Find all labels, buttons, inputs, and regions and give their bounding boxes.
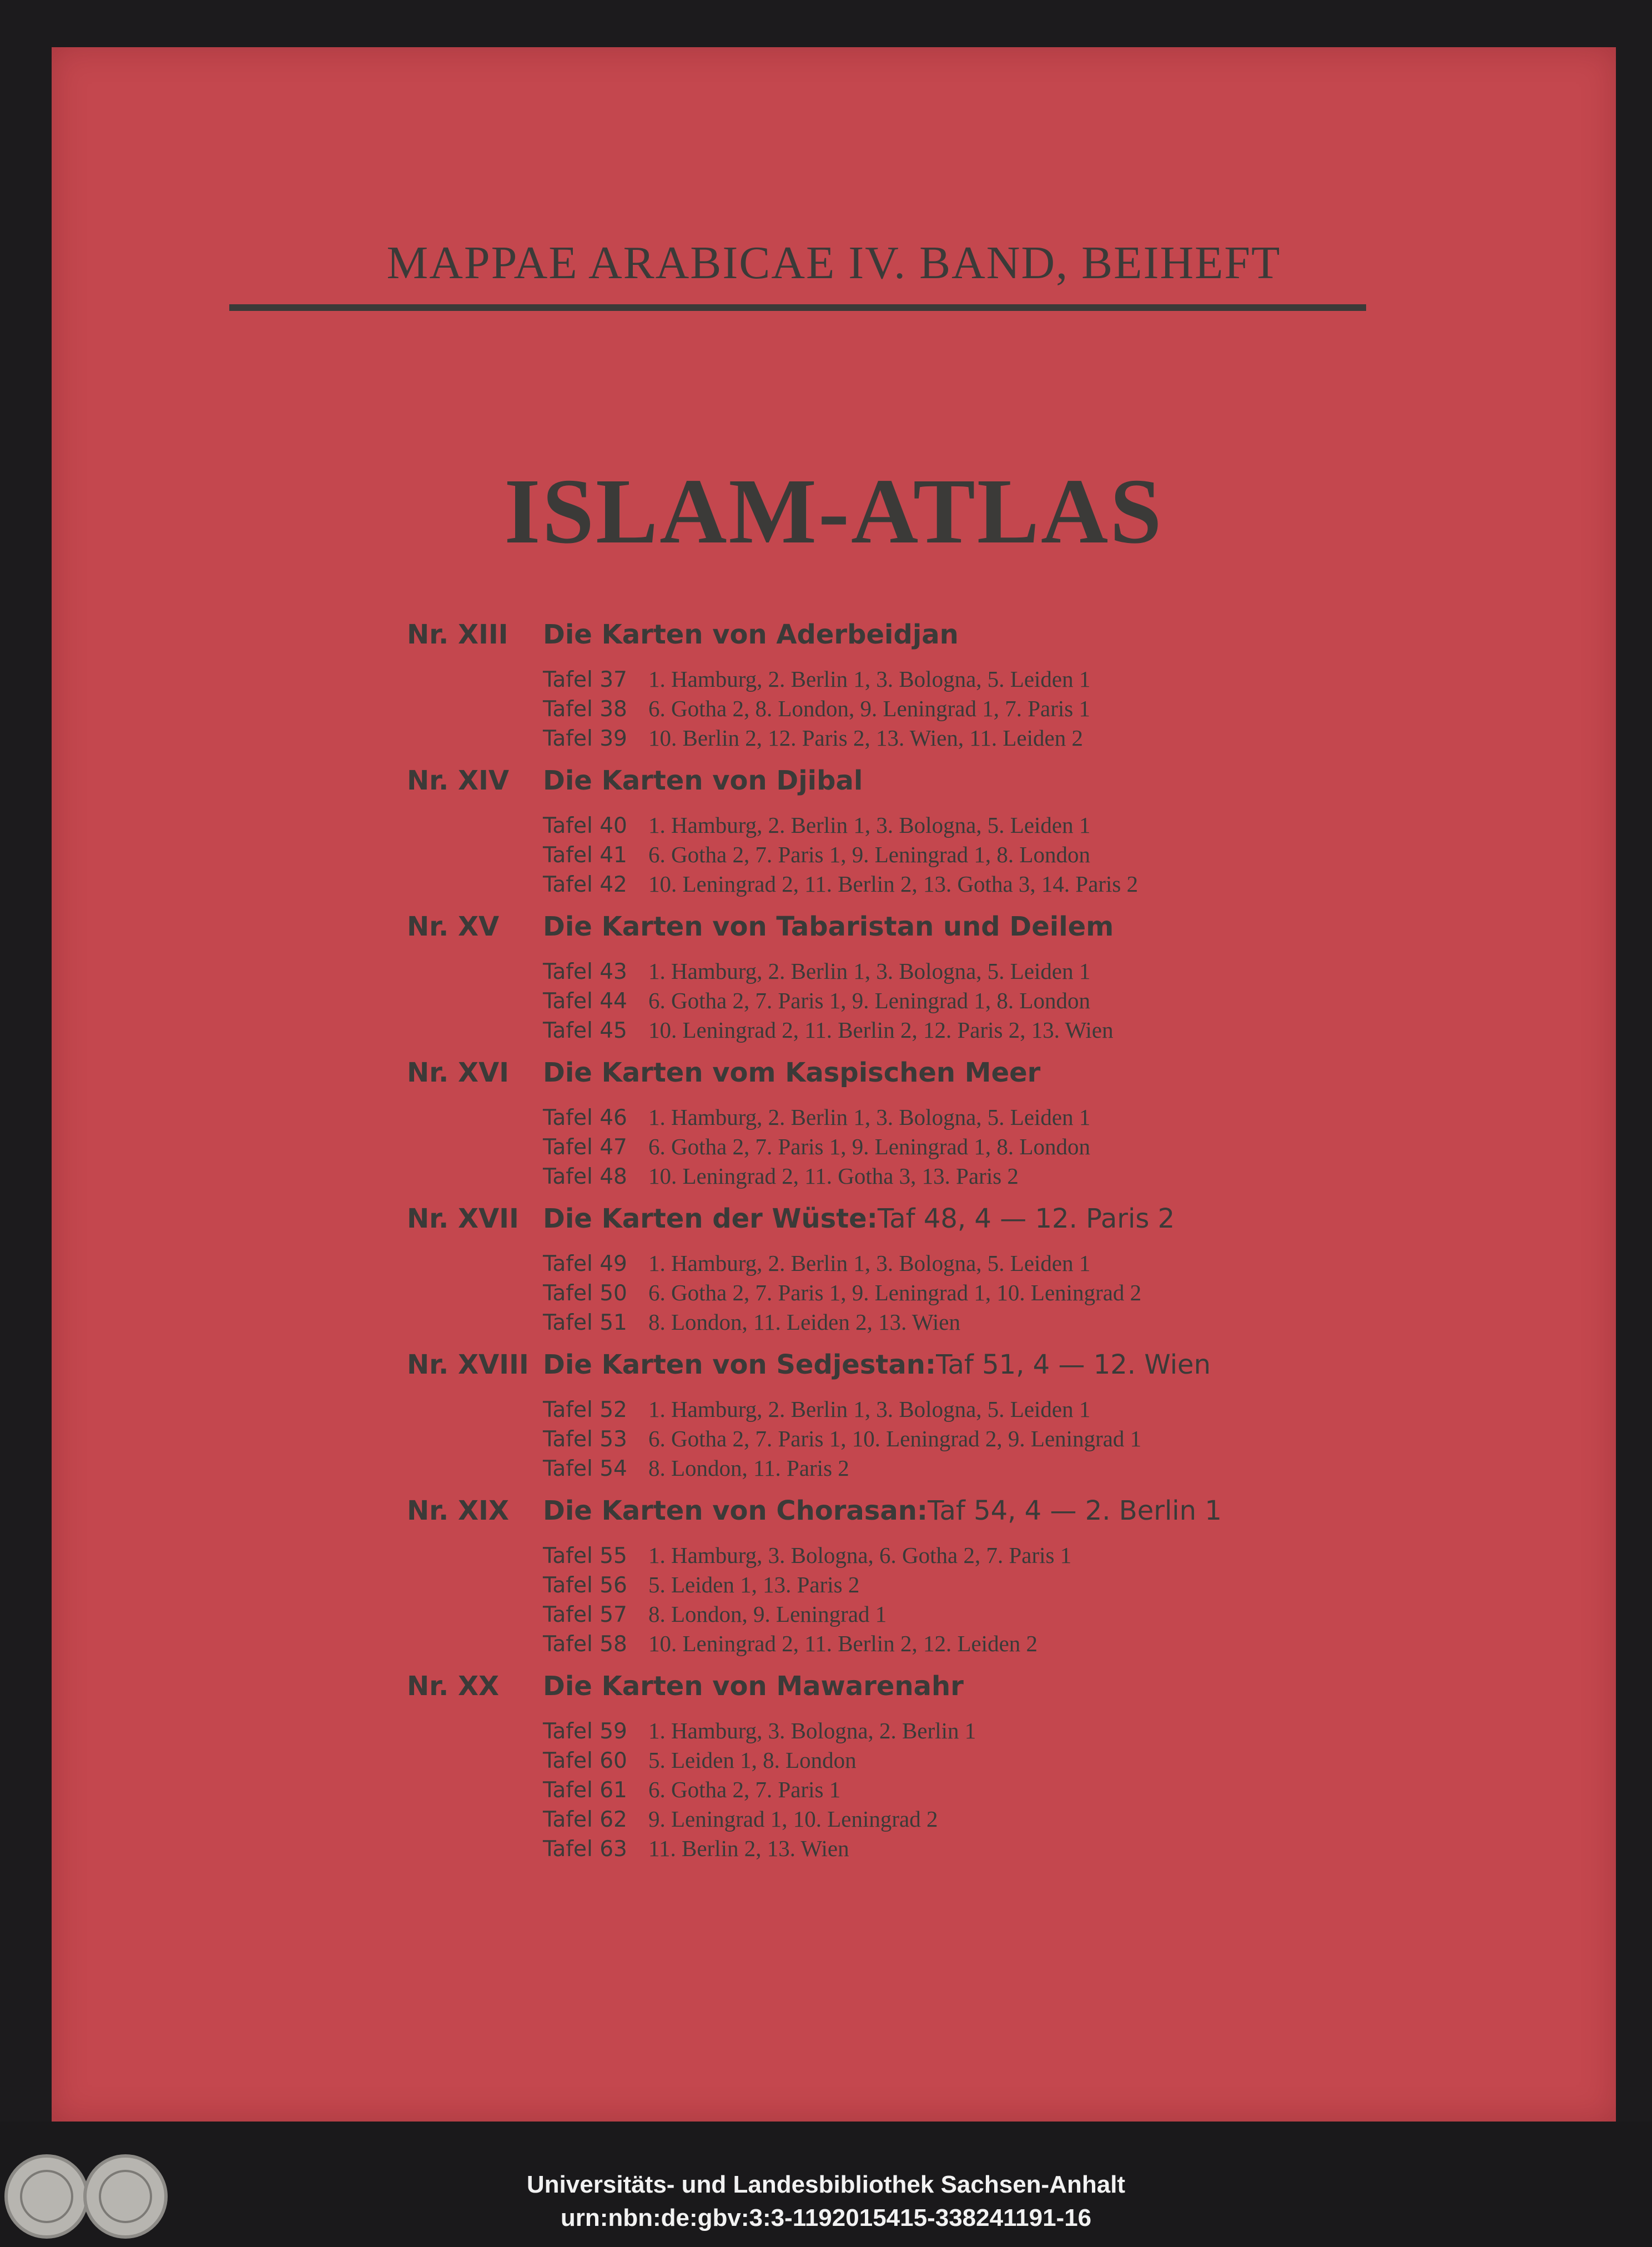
section-heading-row — [407, 1203, 1517, 1250]
plate-row — [543, 841, 1517, 871]
section-heading-row — [407, 1495, 1517, 1542]
atlas-section — [407, 1057, 1517, 1192]
section-heading-row — [407, 911, 1517, 958]
plate-row — [543, 725, 1517, 754]
plate-contents: 1. Hamburg, 2. Berlin 1, 3. Bologna, 5. Leiden 1 — [648, 1396, 1091, 1422]
plate-row — [543, 987, 1517, 1017]
atlas-section — [407, 1671, 1517, 1864]
book-cover — [52, 47, 1616, 2122]
plate-row — [543, 812, 1517, 841]
plate-contents: 6. Gotha 2, 8. London, 9. Leningrad 1, 7. Paris 1 — [648, 696, 1090, 721]
section-heading: Die Karten von Sedjestan: — [543, 1349, 936, 1380]
plate-row — [543, 1717, 1517, 1747]
plate-label: Tafel 39 — [543, 726, 627, 751]
plate-row — [543, 1806, 1517, 1835]
section-heading-row — [407, 765, 1517, 812]
section-number: Nr. XVII — [407, 1203, 519, 1234]
plate-contents: 6. Gotha 2, 7. Paris 1, 9. Leningrad 1, 8. London — [648, 842, 1090, 867]
section-number: Nr. XIX — [407, 1495, 509, 1526]
plate-label: Tafel 47 — [543, 1135, 627, 1160]
plate-row — [543, 871, 1517, 900]
footer-institution: Universitäts- und Landesbibliothek Sachsen-Anhalt — [526, 2171, 1126, 2198]
plate-row — [543, 1250, 1517, 1279]
plate-contents: 11. Berlin 2, 13. Wien — [648, 1836, 849, 1861]
plate-row — [543, 1776, 1517, 1806]
plate-label: Tafel 43 — [543, 959, 627, 984]
section-heading-row — [407, 1671, 1517, 1717]
section-number: Nr. XVI — [407, 1057, 509, 1088]
section-note: Taf 48, 4 — 12. Paris 2 — [877, 1203, 1175, 1234]
plate-label: Tafel 50 — [543, 1281, 627, 1306]
plate-label: Tafel 55 — [543, 1544, 627, 1569]
plate-contents: 10. Leningrad 2, 11. Berlin 2, 12. Leiden 2 — [648, 1631, 1038, 1656]
plate-label: Tafel 37 — [543, 667, 627, 692]
main-title: ISLAM-ATLAS — [504, 460, 1164, 563]
section-note: Taf 51, 4 — 12. Wien — [936, 1349, 1211, 1380]
plate-contents: 8. London, 11. Leiden 2, 13. Wien — [648, 1309, 961, 1335]
plate-row — [543, 695, 1517, 725]
section-heading-row — [407, 1057, 1517, 1104]
footer-urn: urn:nbn:de:gbv:3:3-1192015415-338241191-16 — [560, 2204, 1092, 2231]
footer-credit — [0, 2168, 1652, 2235]
plate-row — [543, 1396, 1517, 1425]
title-divider — [229, 304, 1366, 311]
series-title: MAPPAE ARABICAE IV. BAND, BEIHEFT — [386, 237, 1281, 289]
plate-row — [543, 958, 1517, 987]
section-heading: Die Karten von Mawarenahr — [543, 1671, 964, 1702]
section-heading: Die Karten von Djibal — [543, 765, 863, 796]
plate-label: Tafel 45 — [543, 1018, 627, 1043]
atlas-section — [407, 765, 1517, 900]
atlas-section — [407, 619, 1517, 754]
plate-row — [543, 1279, 1517, 1309]
plate-label: Tafel 48 — [543, 1164, 627, 1189]
plate-contents: 1. Hamburg, 2. Berlin 1, 3. Bologna, 5. Leiden 1 — [648, 1104, 1091, 1130]
plate-row — [543, 1133, 1517, 1163]
section-heading-row — [407, 1349, 1517, 1396]
plate-row — [543, 1455, 1517, 1484]
plate-contents: 1. Hamburg, 2. Berlin 1, 3. Bologna, 5. Leiden 1 — [648, 812, 1091, 838]
plate-label: Tafel 61 — [543, 1778, 627, 1803]
section-heading: Die Karten der Wüste: — [543, 1203, 878, 1234]
plate-contents: 1. Hamburg, 2. Berlin 1, 3. Bologna, 5. Leiden 1 — [648, 1250, 1091, 1276]
section-heading: Die Karten von Chorasan: — [543, 1495, 928, 1526]
plate-label: Tafel 62 — [543, 1807, 627, 1832]
plate-row — [543, 1747, 1517, 1776]
plate-row — [543, 1309, 1517, 1338]
plate-contents: 8. London, 11. Paris 2 — [648, 1455, 849, 1481]
plate-contents: 10. Leningrad 2, 11. Berlin 2, 13. Gotha 3, 14. Paris 2 — [648, 871, 1139, 897]
section-number: Nr. XVIII — [407, 1349, 529, 1380]
plate-label: Tafel 46 — [543, 1105, 627, 1130]
section-heading: Die Karten vom Kaspischen Meer — [543, 1057, 1041, 1088]
plate-contents: 5. Leiden 1, 13. Paris 2 — [648, 1572, 860, 1597]
contents-list — [407, 619, 1517, 1876]
plate-label: Tafel 40 — [543, 813, 627, 838]
section-number: Nr. XIV — [407, 765, 509, 796]
plate-contents: 6. Gotha 2, 7. Paris 1, 9. Leningrad 1, 8. London — [648, 988, 1090, 1013]
section-heading: Die Karten von Aderbeidjan — [543, 619, 959, 650]
plate-contents: 1. Hamburg, 2. Berlin 1, 3. Bologna, 5. Leiden 1 — [648, 958, 1091, 984]
section-heading: Die Karten von Tabaristan und Deilem — [543, 911, 1114, 942]
plate-row — [543, 1104, 1517, 1133]
plate-label: Tafel 44 — [543, 989, 627, 1014]
atlas-section — [407, 1349, 1517, 1484]
plate-row — [543, 1163, 1517, 1192]
atlas-section — [407, 1495, 1517, 1660]
plate-contents: 1. Hamburg, 3. Bologna, 2. Berlin 1 — [648, 1718, 976, 1743]
atlas-section — [407, 911, 1517, 1046]
plate-label: Tafel 38 — [543, 697, 627, 722]
plate-label: Tafel 52 — [543, 1398, 627, 1422]
plate-contents: 1. Hamburg, 2. Berlin 1, 3. Bologna, 5. Leiden 1 — [648, 666, 1091, 692]
plate-label: Tafel 57 — [543, 1602, 627, 1627]
plate-row — [543, 1425, 1517, 1455]
plate-label: Tafel 41 — [543, 843, 627, 868]
plate-label: Tafel 54 — [543, 1456, 627, 1481]
plate-label: Tafel 63 — [543, 1837, 627, 1862]
plate-contents: 10. Berlin 2, 12. Paris 2, 13. Wien, 11. Leiden 2 — [648, 725, 1083, 751]
plate-row — [543, 1017, 1517, 1046]
plate-label: Tafel 58 — [543, 1632, 627, 1657]
section-number: Nr. XX — [407, 1671, 499, 1702]
section-number: Nr. XIII — [407, 619, 508, 650]
plate-contents: 9. Leningrad 1, 10. Leningrad 2 — [648, 1806, 938, 1832]
plate-contents: 6. Gotha 2, 7. Paris 1, 9. Leningrad 1, 10. Leningrad 2 — [648, 1280, 1142, 1305]
plate-contents: 10. Leningrad 2, 11. Gotha 3, 13. Paris 2 — [648, 1163, 1019, 1189]
plate-contents: 6. Gotha 2, 7. Paris 1, 9. Leningrad 1, 8. London — [648, 1134, 1090, 1159]
plate-row — [543, 1601, 1517, 1630]
section-number: Nr. XV — [407, 911, 500, 942]
plate-label: Tafel 51 — [543, 1310, 627, 1335]
plate-label: Tafel 49 — [543, 1251, 627, 1276]
plate-row — [543, 666, 1517, 695]
atlas-section — [407, 1203, 1517, 1338]
plate-label: Tafel 56 — [543, 1573, 627, 1598]
plate-label: Tafel 60 — [543, 1748, 627, 1773]
plate-row — [543, 1571, 1517, 1601]
plate-label: Tafel 59 — [543, 1719, 627, 1744]
plate-contents: 6. Gotha 2, 7. Paris 1 — [648, 1777, 841, 1802]
plate-label: Tafel 53 — [543, 1427, 627, 1452]
section-heading-row — [407, 619, 1517, 666]
plate-row — [543, 1630, 1517, 1660]
plate-label: Tafel 42 — [543, 872, 627, 897]
plate-contents: 6. Gotha 2, 7. Paris 1, 10. Leningrad 2, 9. Leningrad 1 — [648, 1426, 1142, 1451]
plate-contents: 1. Hamburg, 3. Bologna, 6. Gotha 2, 7. Paris 1 — [648, 1542, 1072, 1568]
plate-row — [543, 1835, 1517, 1864]
section-note: Taf 54, 4 — 2. Berlin 1 — [928, 1495, 1222, 1526]
plate-contents: 5. Leiden 1, 8. London — [648, 1747, 857, 1773]
plate-contents: 8. London, 9. Leningrad 1 — [648, 1601, 887, 1627]
plate-contents: 10. Leningrad 2, 11. Berlin 2, 12. Paris 2, 13. Wien — [648, 1017, 1114, 1043]
plate-row — [543, 1542, 1517, 1571]
